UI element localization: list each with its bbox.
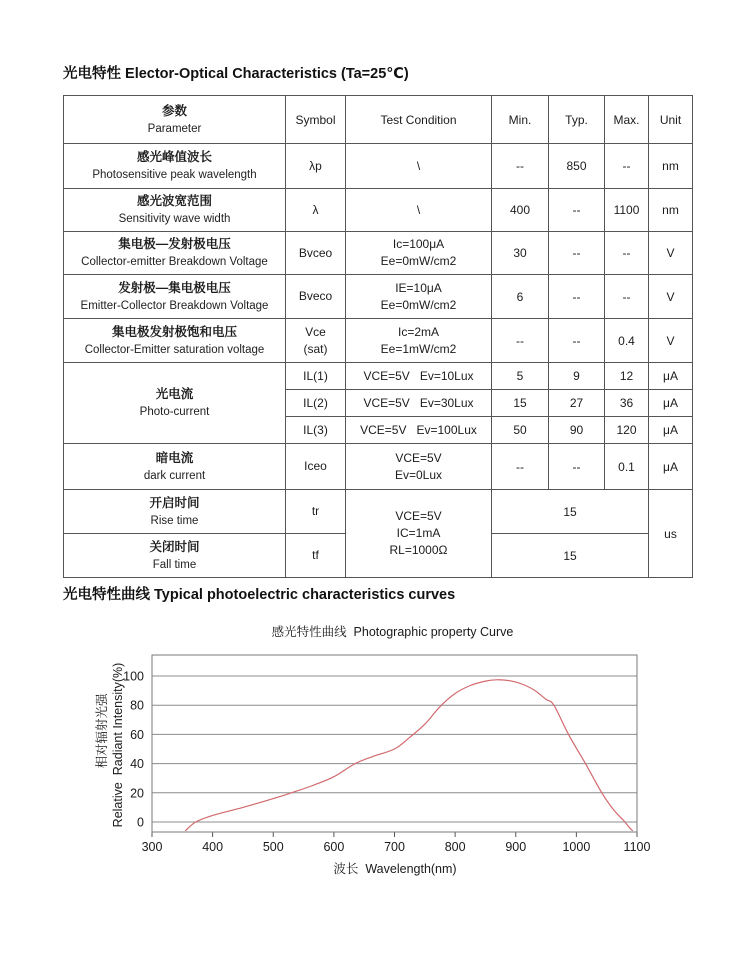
chart-generated-content [123, 655, 650, 854]
max-cell: 12 [605, 363, 649, 390]
x-tick-label: 800 [444, 840, 466, 854]
x-tick-label: 1100 [623, 840, 651, 854]
x-axis-label: 波长 Wavelength(nm) [333, 862, 457, 876]
condition-cell-timing: VCE=5V IC=1mA RL=1000Ω [346, 490, 492, 578]
min-cell: 30 [492, 232, 549, 275]
unit-cell: μA [649, 363, 693, 390]
table-row [64, 189, 693, 232]
max-cell: 120 [605, 417, 649, 444]
max-cell: -- [605, 144, 649, 189]
x-tick-label: 700 [384, 840, 405, 854]
unit-cell: V [649, 275, 693, 319]
param-cell: 暗电流 dark current [64, 444, 286, 490]
y-tick-label: 60 [130, 727, 144, 742]
header-max: Max. [605, 96, 649, 144]
section-title-curves: 光电特性曲线 Typical photoelectric characteristics curves [63, 587, 456, 603]
typ-cell: -- [549, 189, 605, 232]
typ-cell: -- [549, 319, 605, 363]
symbol-cell: IL(3) [286, 417, 346, 444]
param-cell-fall-time: 关闭时间 Fall time [64, 534, 286, 578]
min-cell: -- [492, 319, 549, 363]
y-tick-label: 100 [123, 669, 144, 684]
min-cell: 6 [492, 275, 549, 319]
unit-cell: μA [649, 417, 693, 444]
x-tick-label: 600 [323, 840, 345, 854]
param-cell-photo-current: 光电流 Photo-current [64, 363, 286, 444]
section-title-electro-optical: 光电特性 Elector-Optical Characteristics (Ta=25℃) [63, 66, 409, 82]
condition-cell: Ic=2mA Ee=1mW/cm2 [346, 319, 492, 363]
table-row [64, 232, 693, 275]
min-cell: 5 [492, 363, 549, 390]
typ-cell: 850 [549, 144, 605, 189]
table-row [64, 363, 693, 390]
symbol-cell: IL(2) [286, 390, 346, 417]
max-cell: 36 [605, 390, 649, 417]
symbol-cell: Vce (sat) [286, 319, 346, 363]
typ-cell: 9 [549, 363, 605, 390]
param-cell: 发射极—集电极电压 Emitter-Collector Breakdown Voltage [64, 275, 286, 319]
symbol-cell: Bveco [286, 275, 346, 319]
typ-cell: -- [549, 275, 605, 319]
symbol-cell: tf [286, 534, 346, 578]
y-tick-label: 40 [130, 757, 144, 772]
condition-cell: Ic=100μA Ee=0mW/cm2 [346, 232, 492, 275]
condition-cell: IE=10μA Ee=0mW/cm2 [346, 275, 492, 319]
header-parameter: 参数 Parameter [64, 96, 286, 144]
x-tick-label: 500 [262, 840, 284, 854]
symbol-cell: λ [286, 189, 346, 232]
unit-cell: V [649, 232, 693, 275]
symbol-cell: IL(1) [286, 363, 346, 390]
y-tick-label: 80 [130, 698, 144, 713]
param-cell: 感光波宽范围 Sensitivity wave width [64, 189, 286, 232]
min-cell: -- [492, 144, 549, 189]
min-cell: 400 [492, 189, 549, 232]
param-cell: 感光峰值波长 Photosensitive peak wavelength [64, 144, 286, 189]
table-header-row [64, 96, 693, 144]
value-cell-rise: 15 [492, 490, 649, 534]
condition-cell: VCE=5V Ev=0Lux [346, 444, 492, 490]
unit-cell-timing: us [649, 490, 693, 578]
max-cell: -- [605, 232, 649, 275]
table-row [64, 444, 693, 490]
y-axis-label-en: Relative Radiant Intensity(%) [111, 662, 125, 828]
plot-border [152, 655, 637, 832]
header-typ: Typ. [549, 96, 605, 144]
y-axis-label-zh: 相对辐射光强 [95, 693, 109, 769]
curve-line [185, 680, 633, 831]
header-condition: Test Condition [346, 96, 492, 144]
photoelectric-curve-chart [85, 645, 700, 890]
condition-cell: \ [346, 189, 492, 232]
x-tick-label: 400 [202, 840, 224, 854]
y-tick-label: 20 [130, 786, 144, 801]
typ-cell: -- [549, 444, 605, 490]
typ-cell: -- [549, 232, 605, 275]
unit-cell: μA [649, 390, 693, 417]
max-cell: 1100 [605, 189, 649, 232]
unit-cell: nm [649, 144, 693, 189]
condition-cell: VCE=5V Ev=100Lux [346, 417, 492, 444]
x-tick-label: 900 [505, 840, 527, 854]
symbol-cell: Iceo [286, 444, 346, 490]
symbol-cell: tr [286, 490, 346, 534]
max-cell: 0.4 [605, 319, 649, 363]
min-cell: 50 [492, 417, 549, 444]
unit-cell: μA [649, 444, 693, 490]
param-cell: 集电极发射极饱和电压 Collector-Emitter saturation voltage [64, 319, 286, 363]
param-cell-rise-time: 开启时间 Rise time [64, 490, 286, 534]
unit-cell: nm [649, 189, 693, 232]
table-row [64, 319, 693, 363]
x-tick-label: 1000 [562, 840, 591, 854]
unit-cell: V [649, 319, 693, 363]
electro-optical-table [63, 95, 693, 578]
max-cell: -- [605, 275, 649, 319]
min-cell: 15 [492, 390, 549, 417]
value-cell-fall: 15 [492, 534, 649, 578]
table-row [64, 275, 693, 319]
condition-cell: VCE=5V Ev=30Lux [346, 390, 492, 417]
table-row [64, 490, 693, 534]
header-symbol: Symbol [286, 96, 346, 144]
min-cell: -- [492, 444, 549, 490]
table-row [64, 144, 693, 189]
header-min: Min. [492, 96, 549, 144]
chart-title: 感光特性曲线 Photographic property Curve [271, 625, 514, 639]
typ-cell: 90 [549, 417, 605, 444]
condition-cell: VCE=5V Ev=10Lux [346, 363, 492, 390]
header-unit: Unit [649, 96, 693, 144]
condition-cell: \ [346, 144, 492, 189]
max-cell: 0.1 [605, 444, 649, 490]
typ-cell: 27 [549, 390, 605, 417]
symbol-cell: λp [286, 144, 346, 189]
x-tick-label: 300 [141, 840, 163, 854]
chart-canvas [85, 645, 700, 890]
symbol-cell: Bvceo [286, 232, 346, 275]
y-tick-label: 0 [137, 815, 144, 830]
param-cell: 集电极—发射极电压 Collector-emitter Breakdown Voltage [64, 232, 286, 275]
